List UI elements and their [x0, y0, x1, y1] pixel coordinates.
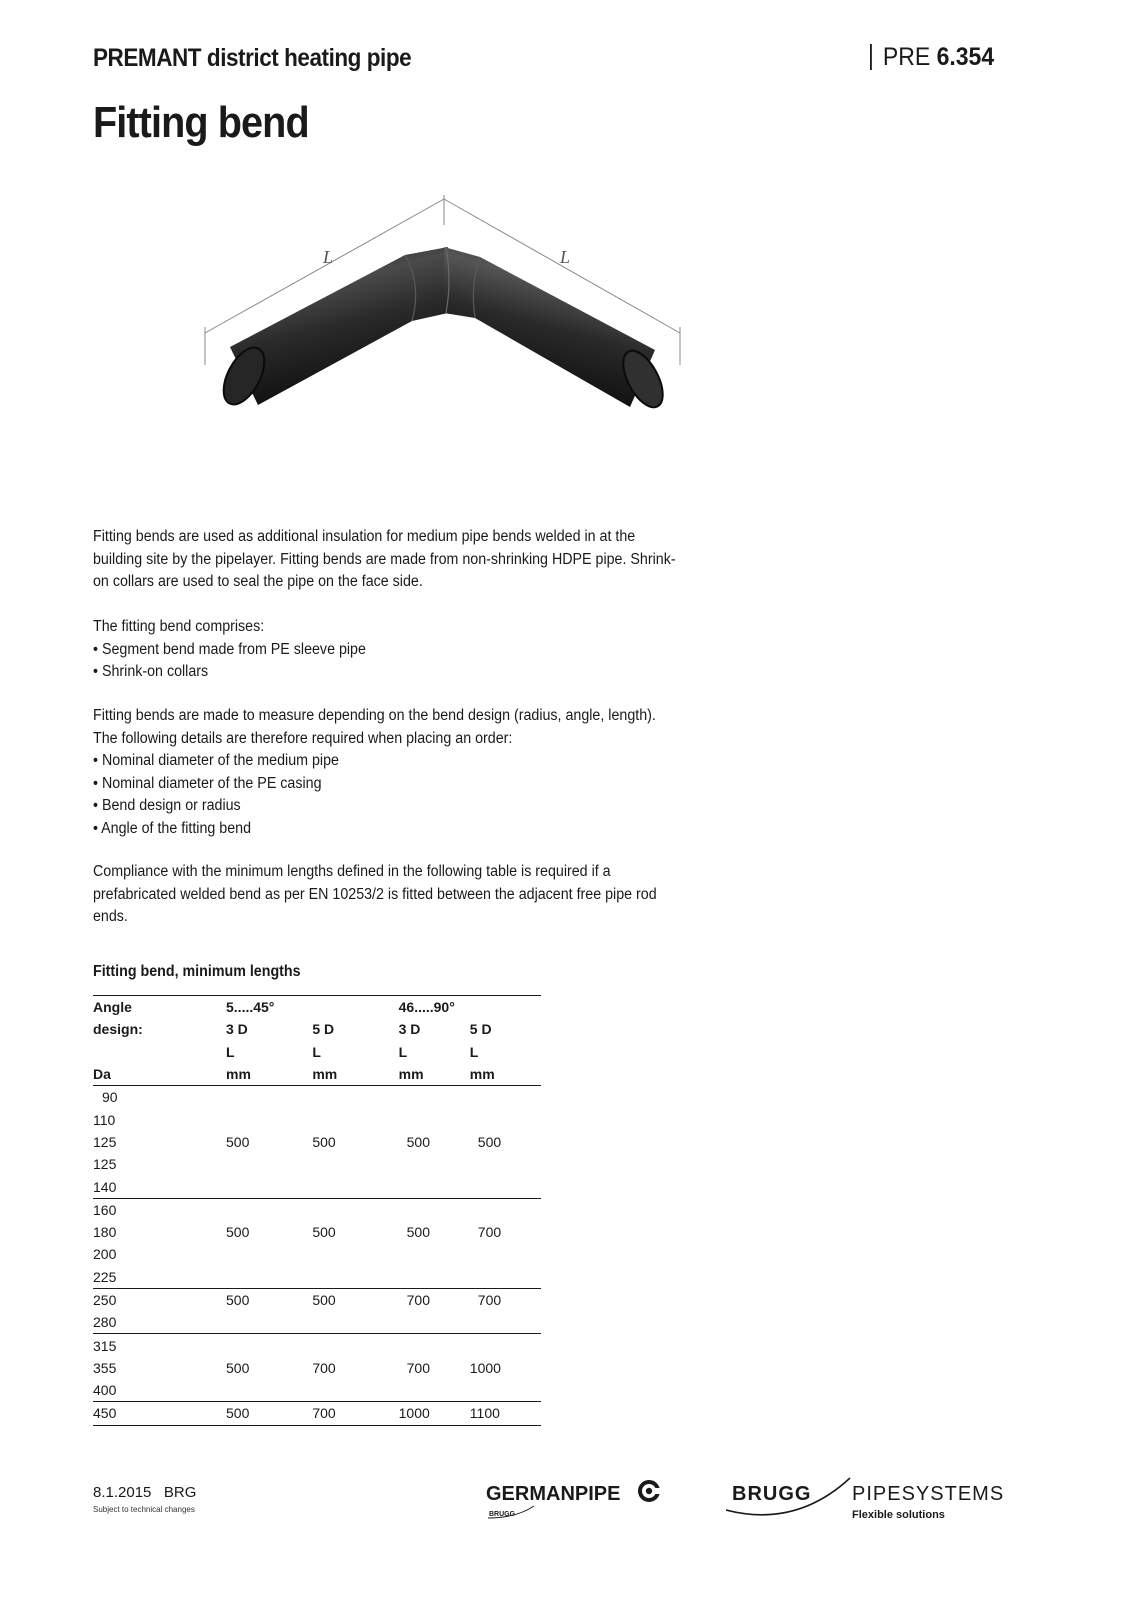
- da-cell: 125: [93, 1133, 117, 1150]
- germanpipe-sub-text: BRUGG: [489, 1511, 516, 1518]
- length-cell: 700: [312, 1402, 398, 1425]
- da-cell: 355: [93, 1359, 117, 1376]
- length-cell: [470, 1266, 541, 1289]
- angle-range-2: 46.....90°: [399, 996, 541, 1019]
- length-cell: 500: [226, 1133, 250, 1150]
- length-symbol: L: [469, 1043, 479, 1060]
- table-row: [93, 1357, 541, 1379]
- length-cell: [470, 1198, 541, 1221]
- unit-cell: mm: [470, 1063, 541, 1086]
- length-cell: [399, 1108, 470, 1130]
- length-cell: [399, 1311, 470, 1334]
- length-cell: [470, 1379, 541, 1402]
- length-cell: [312, 1243, 398, 1265]
- length-cell: [226, 1153, 312, 1175]
- length-cell: 700: [406, 1359, 430, 1376]
- length-cell: [470, 1175, 541, 1198]
- length-cell: [226, 1086, 312, 1109]
- length-cell: [312, 1334, 398, 1357]
- pipesystems-text: PIPESYSTEMS: [852, 1483, 1005, 1505]
- length-cell: 700: [312, 1359, 336, 1376]
- order-list: [93, 750, 682, 840]
- unit-cell: mm: [312, 1063, 398, 1086]
- length-cell: [312, 1266, 398, 1289]
- table-row: [93, 1153, 541, 1175]
- length-cell: 700: [406, 1292, 430, 1308]
- length-cell: [312, 1311, 398, 1334]
- intro-paragraph: [93, 526, 682, 594]
- length-cell: [312, 1379, 398, 1402]
- da-cell: 315: [93, 1337, 117, 1354]
- length-cell: [399, 1086, 470, 1109]
- length-cell: 500: [226, 1359, 250, 1376]
- length-cell: [399, 1198, 470, 1221]
- length-cell: 500: [312, 1224, 336, 1241]
- length-cell: [226, 1334, 312, 1357]
- design-cell: 5 D: [469, 1021, 492, 1038]
- table-row: [93, 1266, 541, 1289]
- length-cell: [399, 1243, 470, 1265]
- length-cell: [470, 1243, 541, 1265]
- order-paragraph: Fitting bends are made to measure depending on the bend design (radius, angle, length). The following details are therefore required when placing an order:: [93, 707, 656, 747]
- length-cell: [399, 1334, 470, 1357]
- compliance-section: [93, 861, 682, 929]
- fitting-bend-drawing: [190, 185, 700, 425]
- length-cell: 500: [312, 1133, 336, 1150]
- table-row: [93, 1402, 541, 1425]
- table-body: [93, 1086, 541, 1425]
- table-row: [93, 1131, 541, 1153]
- list-item: • Nominal diameter of the PE casing: [93, 774, 322, 792]
- design-label: design:: [93, 1021, 143, 1038]
- design-cell: 3 D: [226, 1021, 248, 1038]
- table-row: [93, 1311, 541, 1334]
- da-cell: 400: [93, 1379, 226, 1402]
- list-item: • Bend design or radius: [93, 797, 241, 814]
- germanpipe-logo: [486, 1478, 661, 1525]
- design-cell: 3 D: [398, 1021, 421, 1038]
- length-cell: [470, 1153, 541, 1175]
- length-cell: [226, 1108, 312, 1130]
- length-cell: 500: [406, 1133, 430, 1150]
- length-cell: 500: [406, 1224, 430, 1241]
- footer-note: Subject to technical changes: [93, 1505, 195, 1514]
- da-cell: 250: [93, 1292, 117, 1308]
- table-row: [93, 1175, 541, 1198]
- table-row: [93, 1086, 541, 1109]
- length-cell: [226, 1175, 312, 1198]
- comprises-heading: The fitting bend comprises:: [93, 618, 265, 635]
- dimension-label-left: L: [323, 247, 334, 267]
- length-cell: 500: [226, 1402, 312, 1425]
- length-cell: [399, 1379, 470, 1402]
- document-code-prefix: PRE: [882, 43, 931, 71]
- length-cell: [312, 1198, 398, 1221]
- fitting-bend-figure: [190, 185, 700, 430]
- length-cell: [226, 1198, 312, 1221]
- intro-text: Fitting bends are used as additional insulation for medium pipe bends welded in at the building site by the pipelayer. Fitting bends are made from non-shrinking HDPE pipe. Shrink-on collars are used to seal the pipe on the face side.: [93, 528, 676, 590]
- length-cell: 700: [477, 1224, 502, 1241]
- da-cell: 280: [93, 1311, 226, 1334]
- pipe-segment-left: [230, 247, 448, 405]
- table-caption: Fitting bend, minimum lengths: [93, 963, 301, 980]
- germanpipe-logo-text: GERMANPIPE: [486, 1483, 621, 1505]
- da-cell: 90: [102, 1089, 118, 1106]
- brugg-pipesystems-logo: [726, 1476, 1026, 1531]
- page-title: Fitting bend: [93, 98, 309, 147]
- list-item: • Nominal diameter of the medium pipe: [93, 752, 339, 769]
- angle-range-1: 5.....45°: [226, 996, 399, 1019]
- length-cell: [399, 1266, 470, 1289]
- table-row: [93, 1379, 541, 1402]
- table-row: [93, 1334, 541, 1357]
- length-cell: [312, 1108, 398, 1130]
- da-label: Da: [93, 1063, 226, 1086]
- list-item: • Shrink-on collars: [93, 663, 209, 680]
- length-cell: [470, 1311, 541, 1334]
- header-title: PREMANT district heating pipe: [93, 44, 412, 72]
- table-row: [93, 1221, 541, 1243]
- table-header-row: [93, 1063, 541, 1086]
- da-cell: 225: [93, 1266, 226, 1289]
- document-code-number: 6.354: [936, 43, 995, 71]
- comprises-section: [93, 616, 682, 684]
- angle-label: Angle: [93, 996, 226, 1019]
- table-row: [93, 1288, 541, 1311]
- da-cell: 450: [93, 1402, 226, 1425]
- document-code: [870, 44, 994, 70]
- list-item: • Angle of the fitting bend: [93, 819, 252, 837]
- length-cell: [312, 1086, 398, 1109]
- da-cell: 110: [93, 1111, 116, 1128]
- length-cell: [226, 1379, 312, 1402]
- length-cell: 1000: [399, 1402, 470, 1425]
- length-cell: [312, 1153, 398, 1175]
- length-cell: [226, 1266, 312, 1289]
- design-cell: 5 D: [312, 1021, 335, 1038]
- unit-cell: mm: [399, 1063, 470, 1086]
- length-cell: [470, 1334, 541, 1357]
- table-header-row: [93, 1018, 541, 1040]
- length-cell: 1000: [469, 1359, 501, 1376]
- length-cell: 500: [226, 1292, 250, 1308]
- da-cell: 180: [93, 1224, 117, 1241]
- length-symbol: L: [398, 1043, 408, 1060]
- da-cell: 200: [93, 1246, 117, 1263]
- length-cell: 500: [477, 1133, 502, 1150]
- length-cell: [399, 1153, 470, 1175]
- table-row: [93, 1198, 541, 1221]
- length-cell: 500: [312, 1292, 336, 1308]
- length-cell: [470, 1086, 541, 1109]
- tagline-text: Flexible solutions: [852, 1509, 945, 1521]
- length-symbol: L: [312, 1043, 321, 1060]
- comprises-list: [93, 639, 682, 684]
- order-section: [93, 705, 682, 840]
- list-item: • Segment bend made from PE sleeve pipe: [93, 640, 366, 658]
- length-cell: 700: [477, 1292, 502, 1308]
- table-header-row: [93, 996, 541, 1019]
- brugg-logo-text: BRUGG: [732, 1483, 812, 1505]
- minimum-lengths-table: [93, 995, 541, 1426]
- length-symbol: L: [226, 1043, 235, 1060]
- table-header-row: [93, 1041, 541, 1063]
- length-cell: 500: [226, 1224, 250, 1241]
- da-cell: 140: [93, 1175, 226, 1198]
- length-cell: [226, 1243, 312, 1265]
- length-cell: [226, 1311, 312, 1334]
- table-row: [93, 1108, 541, 1130]
- unit-cell: mm: [226, 1063, 312, 1086]
- da-cell: 125: [93, 1156, 117, 1173]
- dimension-label-right: L: [560, 247, 571, 267]
- da-cell: 160: [93, 1201, 117, 1218]
- footer-date: 8.1.2015 BRG: [93, 1484, 197, 1501]
- compliance-paragraph: Compliance with the minimum lengths defined in the following table is required if a prefabricated welded bend as per EN 10253/2 is fitted between the adjacent free pipe rod ends.: [93, 863, 657, 925]
- length-cell: 1100: [470, 1402, 541, 1425]
- length-cell: [399, 1175, 470, 1198]
- table-row: [93, 1243, 541, 1265]
- length-cell: [470, 1108, 541, 1130]
- length-cell: [312, 1175, 398, 1198]
